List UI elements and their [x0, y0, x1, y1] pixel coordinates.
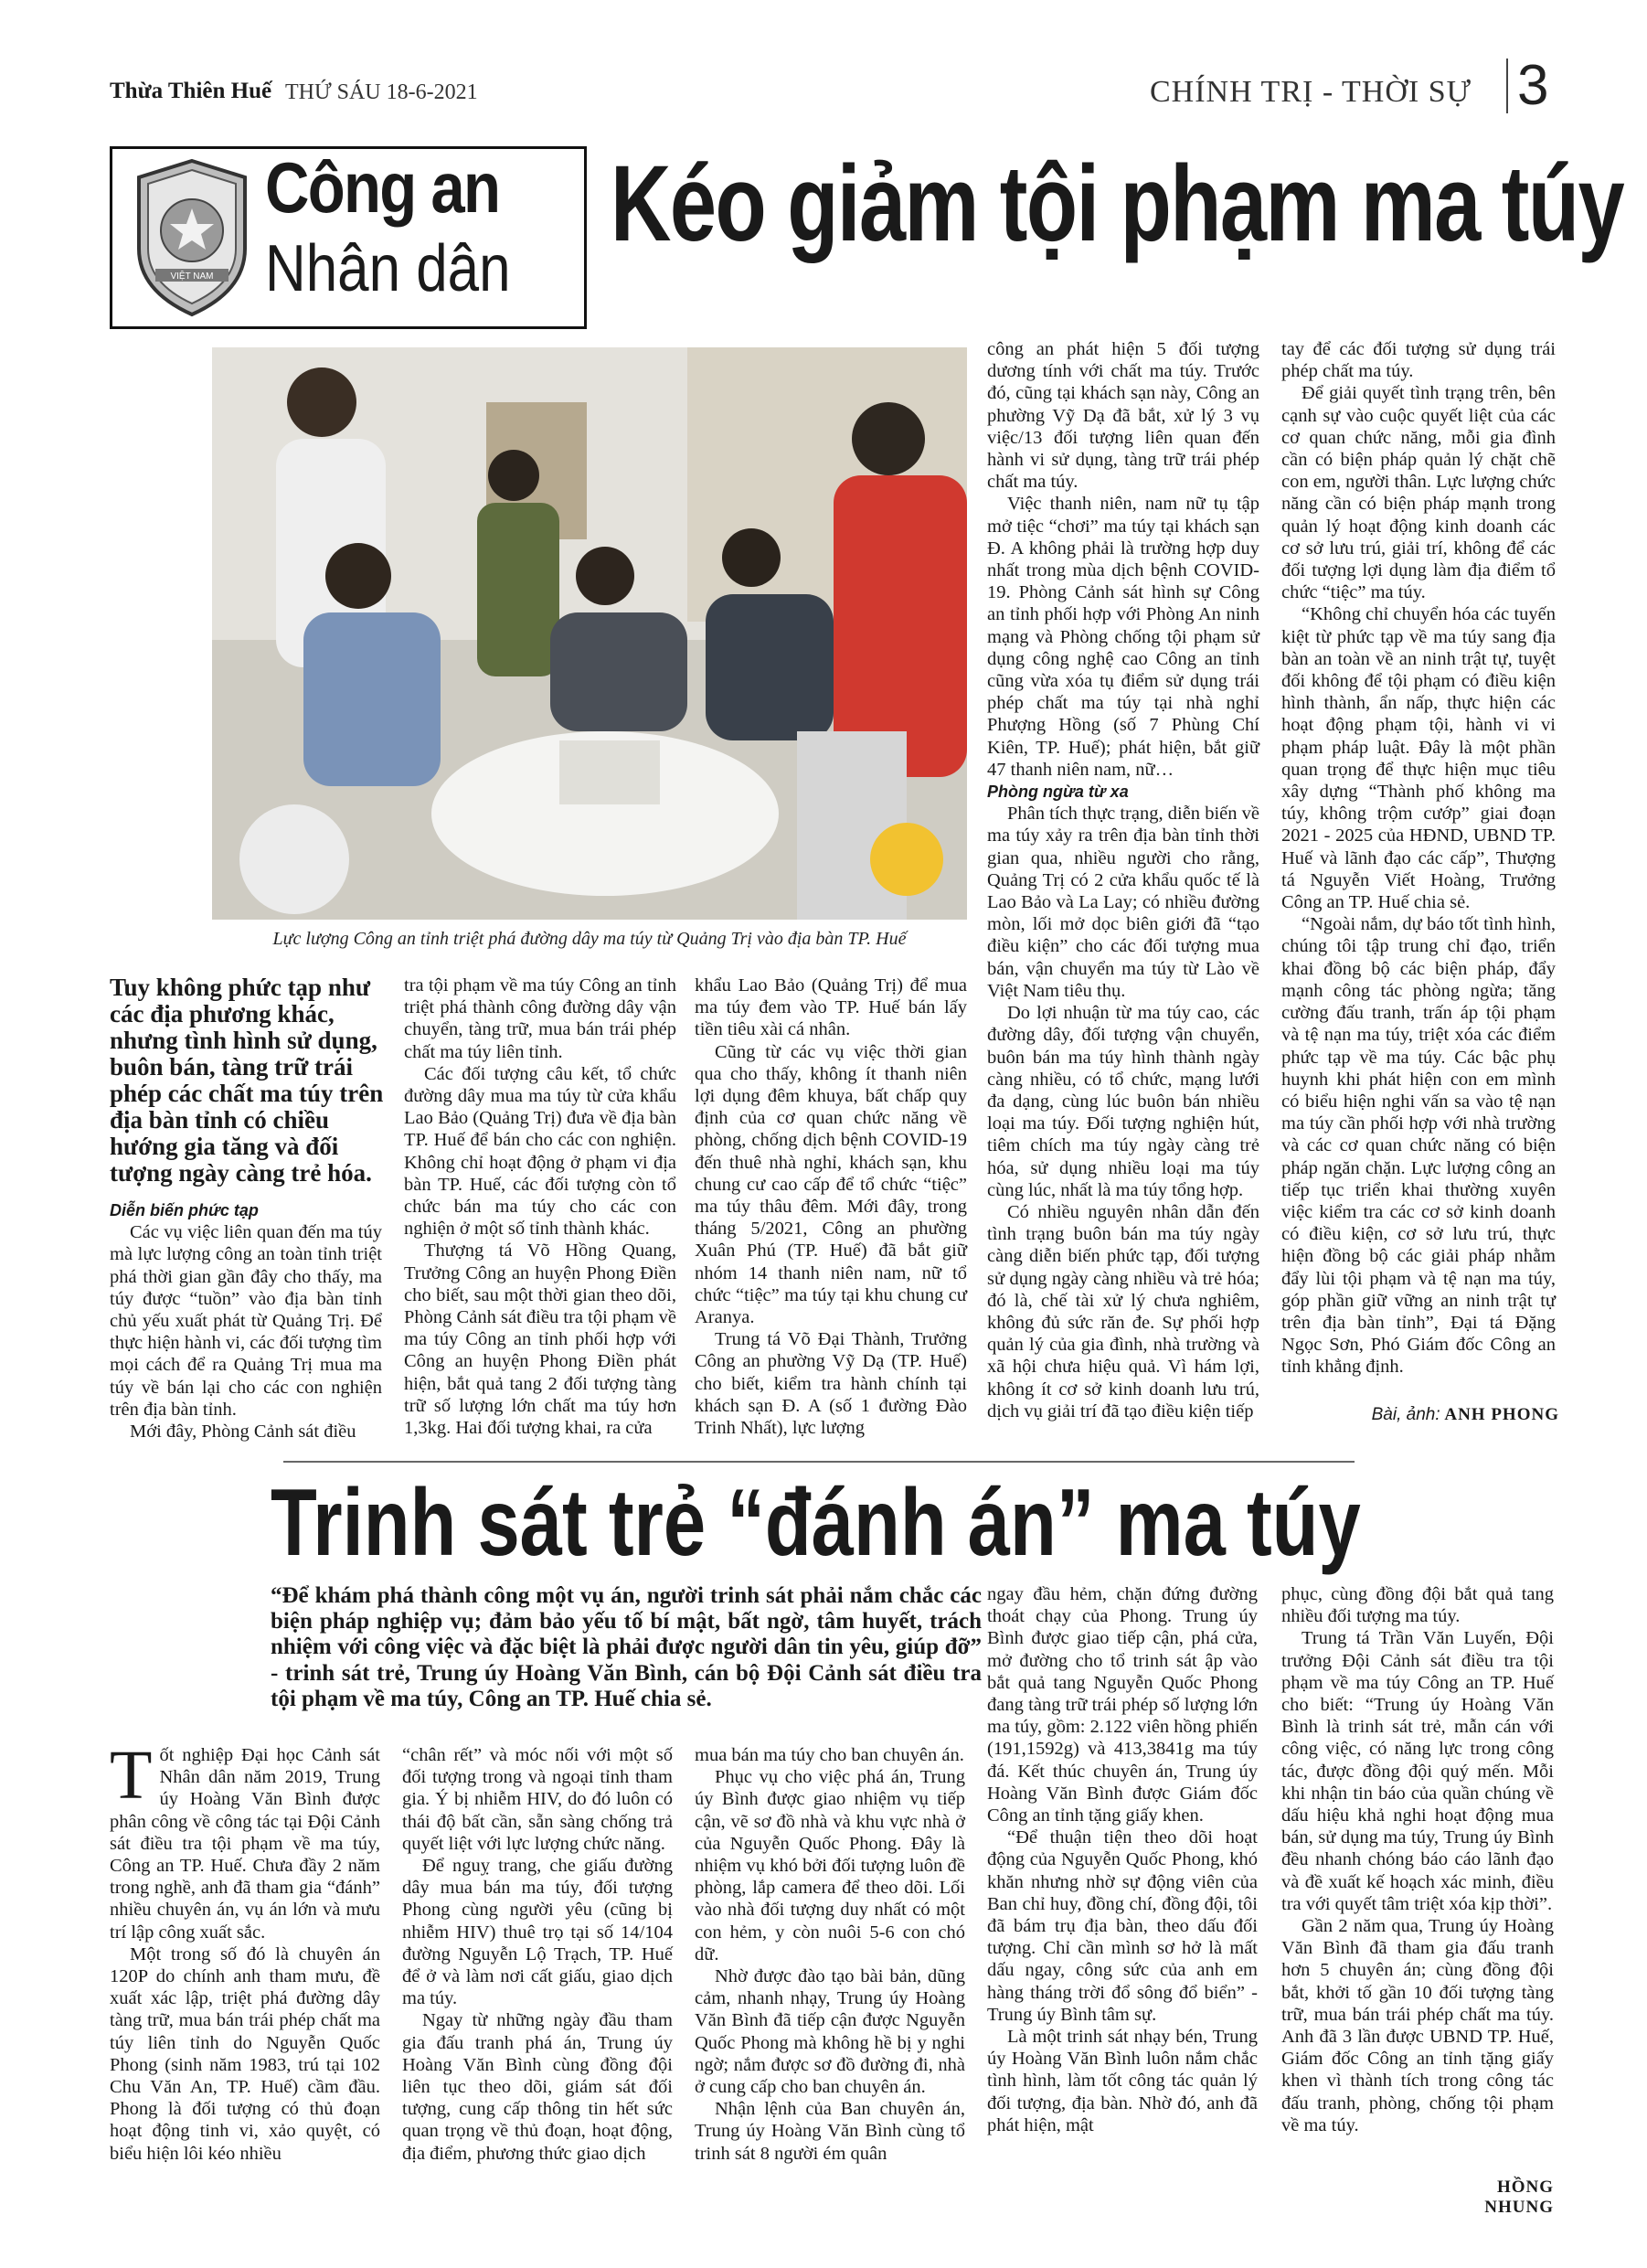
- police-emblem-icon: [128, 157, 256, 323]
- article-divider: [283, 1461, 1355, 1463]
- article2-column-1: [110, 1737, 380, 2165]
- article1-byline: [1298, 1405, 1559, 1425]
- paragraph: “Để thuận tiện theo dõi hoạt động của Nguyễn Quốc Phong, khó khăn nhưng nhờ sự động viên của Ban chỉ huy, đồng chí, đồng đội, tôi đã bám trụ địa bàn, theo dấu đối tượng. Chỉ cần mình sơ hở là mất dấu ngay, công sức của anh em hàng tháng trời đổ sông đổ biển” - Trung úy Bình tâm sự.: [987, 1827, 1258, 2025]
- paragraph: Là một trinh sát nhạy bén, Trung úy Hoàng Văn Bình luôn nắm chắc tình hình, làm tốt công tác quản lý đối tượng, địa bàn. Nhờ đó, anh đã phát hiện, mật: [987, 2027, 1258, 2135]
- paragraph: Do lợi nhuận từ ma túy cao, các đường dây, đối tượng vận chuyển, buôn bán ma túy hình thành ngày càng nhiều, có tổ chức, mạng lưới đa dạng, cùng lúc buôn bán nhiều loại ma túy. Đối tượng nghiện hút, tiêm chích ma túy ngày càng trẻ hóa, sử dụng nhiều loại ma túy cùng lúc, nhất là ma túy tổng hợp.: [987, 1003, 1259, 1200]
- paragraph: Để nguỵ trang, che giấu đường dây mua bán ma túy, đối tượng Phong cùng người yêu (cũng bị nhiễm HIV) thuê trọ tại số 14/104 đường Nguyễn Lộ Trạch, TP. Huế để ở và làm nơi cất giấu, giao dịch ma túy.: [402, 1856, 673, 2009]
- byline-name: ANH PHONG: [1444, 1405, 1559, 1424]
- dropcap: T: [110, 1737, 153, 1814]
- article2-column-4: [987, 1583, 1258, 2136]
- article1-column-4: [987, 338, 1259, 1422]
- paragraph: tra tội phạm về ma túy Công an tỉnh triệt phá thành công đường dây vận chuyển, tàng trữ, mua bán trái phép chất ma túy liên tỉnh.: [404, 975, 676, 1062]
- section-title: CHÍNH TRỊ - THỜI SỰ: [1150, 75, 1472, 109]
- article2-byline: HỒNG NHUNG: [1484, 2177, 1554, 2217]
- paragraph: Các đối tượng câu kết, tổ chức đường dây mua ma túy từ cửa khẩu Lao Bảo (Quảng Trị) đưa về địa bàn TP. Huế để bán cho các con nghiện. Không chỉ hoạt động ở phạm vi địa bàn TP. Huế, các đối tượng còn tổ chức bán ma túy cho các con nghiện ở một số tỉnh thành khác.: [404, 1063, 676, 1240]
- masthead-divider: [1506, 59, 1508, 113]
- paragraph: Các vụ việc liên quan đến ma túy mà lực lượng công an toàn tỉnh triệt phá thời gian gần đây cho thấy, ma túy được “tuồn” vào địa bàn tỉnh chủ yếu xuất phát từ Quảng Trị. Để thực hiện hành vi, các đối tượng tìm mọi cách để ra Quảng Trị mua ma túy về bán lại cho các con nghiện trên địa bàn tỉnh.: [110, 1222, 382, 1420]
- paragraph: phục, cùng đồng đội bắt quả tang nhiều đối tượng ma túy.: [1281, 1584, 1554, 1627]
- paragraph: khẩu Lao Bảo (Quảng Trị) để mua ma túy đem vào TP. Huế bán lấy tiền tiêu xài cá nhân.: [695, 975, 967, 1040]
- article2-column-2: [402, 1744, 673, 2165]
- paragraph: Cũng từ các vụ việc thời gian qua cho thấy, không ít thanh niên lợi dụng đêm khuya, bất chấp quy định của cơ quan chức năng về phòng, chống dịch bệnh COVID-19 đến thuê nhà nghỉ, khách sạn, khu chung cư cao cấp để tổ chức “tiệc” ma túy thâu đêm. Mới đây, trong tháng 5/2021, Công an phường Xuân Phú (TP. Huế) đã bắt giữ nhóm 14 thanh niên nam, nữ tổ chức “tiệc” ma túy tại khu chung cư Aranya.: [695, 1041, 967, 1328]
- paper-name: Thừa Thiên Huế: [110, 79, 272, 103]
- paragraph: “Không chỉ chuyển hóa các tuyến kiệt từ phức tạp về ma túy sang địa bàn an toàn về an ninh trật tự, tuyệt đối không để tội phạm có điều kiện hình thành, ẩn nấp, thực hiện các hoạt động phạm tội, hành vi vi phạm pháp luật. Đây là một phần quan trọng để thực hiện mục tiêu xây dựng “Thành phố không ma túy, không trộm cướp” giai đoạn 2021 - 2025 của HĐND, UBND TP. Huế và lãnh đạo các cấp”, Thượng tá Nguyễn Viết Hoàng, Trưởng Công an TP. Huế chia sẻ.: [1281, 604, 1556, 913]
- paragraph: tay để các đối tượng sử dụng trái phép chất ma túy.: [1281, 339, 1556, 382]
- paragraph: Mới đây, Phòng Cảnh sát điều: [130, 1421, 356, 1443]
- article1-lead: Tuy không phức tạp như các địa phương khác, nhưng tình hình sử dụng, buôn bán, tàng trữ trái phép các chất ma túy trên địa bàn tỉnh có chiều hướng gia tăng và đối tượng ngày càng trẻ hóa.: [110, 974, 384, 1187]
- paragraph: Trung tá Trần Văn Luyến, Đội trưởng Đội Cảnh sát điều tra tội phạm về ma túy Công an TP. Huế cho biết: “Trung úy Hoàng Văn Bình là trinh sát trẻ, mẫn cán với công việc, có năng lực trong công tác, được đồng đội quý mến. Mỗi khi nhận tin báo của quần chúng về dấu hiệu khả nghi hoạt động mua bán, sử dụng ma túy, Trung úy Bình đều nhanh chóng báo cáo lãnh đạo và đề xuất kế hoạch xác minh, điều tra với quyết tâm triệt xóa kịp thời”.: [1281, 1628, 1554, 1914]
- issue-date: THỨ SÁU 18-6-2021: [285, 80, 478, 104]
- paragraph: Phân tích thực trạng, diễn biến về ma túy xảy ra trên địa bàn tỉnh thời gian qua, nhiều người cho rằng, Quảng Trị có 2 cửa khẩu quốc tế là Lao Bảo và La Lay; có nhiều đường mòn, lối mở dọc biên giới đã “tạo điều kiện” cho các đối tượng mua bán, vận chuyển ma túy từ Lào về Việt Nam tiêu thụ.: [987, 804, 1259, 1001]
- paragraph: Để giải quyết tình trạng trên, bên cạnh sự vào cuộc quyết liệt của các cơ quan chức năng, mỗi gia đình cần có biện pháp quản lý chặt chẽ con em, người thân. Lực lượng chức năng cần có biện pháp mạnh trong quản lý hoạt động kinh doanh các cơ sở lưu trú, giải trí, không để các đối tượng lợi dụng làm địa điểm tổ chức “tiệc” ma túy.: [1281, 383, 1556, 603]
- paragraph: Thượng tá Võ Hồng Quang, Trưởng Công an huyện Phong Điền cho biết, sau một thời gian theo dõi, Phòng Cảnh sát điều tra tội phạm về ma túy Công an tỉnh phối hợp với Công an huyện Phong Điền phát hiện, bắt quả tang 2 đối tượng tàng trữ số lượng lớn chất ma túy hơn 1,3kg. Hai đối tượng khai, ra cửa: [404, 1240, 676, 1439]
- paragraph: Ngay từ những ngày đầu tham gia đấu tranh phá án, Trung úy Hoàng Văn Bình cùng đồng đội liên tục theo dõi, giám sát đối tượng, cung cấp thông tin hết sức quan trọng về thủ đoạn, hoạt động, địa điểm, phương thức giao dịch: [402, 2010, 673, 2164]
- paragraph: “Ngoài nắm, dự báo tốt tình hình, chúng tôi tập trung chỉ đạo, triển khai đồng bộ các biện pháp, đẩy mạnh công tác phòng ngừa; tăng cường đấu tranh, trấn áp tội phạm và tệ nạn ma túy, triệt xóa các điểm phức tạp về ma túy. Các bậc phụ huynh khi phát hiện con em mình có biểu hiện nghi vấn sa vào tệ nạn ma túy cần phối hợp với nhà trường và các cơ quan chức năng có biện pháp ngăn chặn. Lực lượng công an tiếp tục triển khai thường xuyên việc kiểm tra các cơ sở kinh doanh có điều kiện, cơ sở lưu trú, thực hiện đồng bộ các giải pháp nhằm đẩy lùi tội phạm và tệ nạn ma túy, góp phần giữ vững an ninh trật tự trên địa bàn tỉnh”, Đại tá Đặng Ngọc Sơn, Phó Giám đốc Công an tỉnh khẳng định.: [1281, 914, 1556, 1378]
- column-logo-line2: Nhân dân: [265, 232, 511, 305]
- paragraph-text: ốt nghiệp Đại học Cảnh sát Nhân dân năm 2019, Trung úy Hoàng Văn Bình được phân công về công tác tại Đội Cảnh sát điều tra tội phạm về ma túy, Công an TP. Huế. Chưa đầy 2 năm trong nghề, anh đã tham gia “đánh” nhiều chuyên án, vụ án lớn và mưu trí lập công xuất sắc.: [110, 1745, 380, 1943]
- page-number: 3: [1517, 54, 1549, 117]
- column-logo-line1: Công an: [265, 147, 500, 228]
- article1-photo: [212, 347, 967, 920]
- subheading: Diễn biến phức tạp: [110, 1201, 259, 1219]
- subheading: Phòng ngừa từ xa: [987, 783, 1129, 802]
- paragraph: ngay đầu hẻm, chặn đứng đường thoát chạy của Phong. Trung úy Bình được giao tiếp cận, phá cửa, mở đường cho tổ trinh sát ập vào bắt quả tang Nguyễn Quốc Phong đang tàng trữ trái phép số lượng lớn ma túy, gồm: 2.122 viên hồng phiến (191,1592g) và 413,3841g ma túy đá. Kết thúc chuyên án, Trung úy Hoàng Văn Bình được Giám đốc Công an tỉnh tặng giấy khen.: [987, 1584, 1258, 1826]
- paragraph: mua bán ma túy cho ban chuyên án.: [695, 1745, 964, 1765]
- paragraph: Việc thanh niên, nam nữ tụ tập mở tiệc “chơi” ma túy tại khách sạn Đ. A không phải là trường hợp duy nhất trong mùa dịch bệnh COVID-19. Phòng Cảnh sát hình sự Công an tỉnh phối hợp với Phòng An ninh mạng và Phòng chống tội phạm sử dụng công nghệ cao Công an tỉnh cũng vừa xóa tụ điểm sử dụng trái phép chất ma túy tại nhà nghỉ Phượng Hồng (số 7 Phùng Chí Kiên, TP. Huế); phát hiện, bắt giữ 47 thanh niên nam, nữ…: [987, 494, 1259, 780]
- paragraph: Gần 2 năm qua, Trung úy Hoàng Văn Bình đã tham gia đấu tranh hơn 5 chuyên án; cùng đồng đội bắt, khởi tố gần 10 đối tượng tàng trữ, mua bán trái phép chất ma túy. Anh đã 3 lần được UBND TP. Huế, Giám đốc Công an tỉnh tặng giấy khen vì thành tích trong công tác đấu tranh, phòng, chống tội phạm về ma túy.: [1281, 1916, 1554, 2135]
- article1-column-5: [1281, 338, 1556, 1379]
- paragraph: Phục vụ cho việc phá án, Trung úy Bình được giao nhiệm vụ tiếp cận, vẽ sơ đồ nhà và khu vực nhà ở của Nguyễn Quốc Phong. Đây là nhiệm vụ khó bởi đối tượng luôn đề phòng, lắp camera để theo dõi. Lối vào nhà đối tượng duy nhất có một con hẻm, y còn nuôi 5-6 con chó dữ.: [695, 1767, 965, 1965]
- paragraph: [110, 1737, 380, 1943]
- paragraph: Trung tá Võ Đại Thành, Trưởng Công an phường Vỹ Dạ (TP. Huế) cho biết, kiểm tra hành chính tại khách sạn Đ. A (số 1 đường Đào Trinh Nhất), lực lượng: [695, 1329, 967, 1439]
- article2-headline: Trinh sát trẻ “đánh án” ma túy: [271, 1470, 1361, 1576]
- paragraph: Một trong số đó là chuyên án 120P do chính anh tham mưu, đề xuất xác lập, triệt phá đường dây tàng trữ, mua bán trái phép chất ma túy liên tỉnh do Nguyễn Quốc Phong (sinh năm 1983, trú tại 102 Chu Văn An, TP. Huế) cầm đầu. Phong là đối tượng có thủ đoạn hoạt động tinh vi, xảo quyệt, có biểu hiện lôi kéo nhiều: [110, 1943, 380, 2164]
- article2-column-3: [695, 1744, 965, 2165]
- paragraph: “chân rết” và móc nối với một số đối tượng trong và ngoại tỉnh tham gia. Ý bị nhiễm HIV, do đó luôn có thái độ bất cần, sẵn sàng chống trả quyết liệt với lực lượng chức năng.: [402, 1745, 673, 1854]
- article1-column-1: [110, 1199, 382, 1443]
- article1-column-3: [695, 974, 967, 1439]
- article1-headline: Kéo giảm tội phạm ma túy: [611, 144, 1624, 264]
- byline-role: Bài, ảnh:: [1371, 1405, 1440, 1424]
- article2-column-5: [1281, 1583, 1554, 2136]
- article2-lead: “Để khám phá thành công một vụ án, người trinh sát phải nắm chắc các biện pháp nghiệp vụ; đảm bảo yếu tố bí mật, bất ngờ, tâm huyết, trách nhiệm với công việc và đặc biệt là phải được người dân tin yêu, giúp đỡ” - trinh sát trẻ, Trung úy Hoàng Văn Bình, cán bộ Đội Cảnh sát điều tra tội phạm về ma túy, Công an TP. Huế chia sẻ.: [271, 1583, 982, 1711]
- paragraph: công an phát hiện 5 đối tượng dương tính với chất ma túy. Trước đó, cũng tại khách sạn này, Công an phường Vỹ Dạ đã bắt, xử lý 3 vụ việc/13 đối tượng liên quan đến hành vi sử dụng, tàng trữ trái phép chất ma túy.: [987, 339, 1259, 493]
- photo-caption: Lực lượng Công an tỉnh triệt phá đường dây ma túy từ Quảng Trị vào địa bàn TP. Huế: [272, 929, 907, 949]
- paragraph: Có nhiều nguyên nhân dẫn đến tình trạng buôn bán ma túy ngày càng diễn biến phức tạp, đối tượng sử dụng ngày càng nhiều và trẻ hóa; đó là, chế tài xử lý chưa nghiêm, không đủ sức răn đe. Sự phối hợp quản lý của gia đình, nhà trường và xã hội chưa hiệu quả. Vì hám lợi, không ít cơ sở kinh doanh lưu trú, dịch vụ giải trí đã tạo điều kiện tiếp: [987, 1201, 1259, 1421]
- article1-column-2: [404, 974, 676, 1439]
- emblem-text: VIỆT NAM: [170, 272, 214, 282]
- paragraph: Nhận lệnh của Ban chuyên án, Trung úy Hoàng Văn Bình cùng tổ trinh sát 8 người ém quân: [695, 2099, 965, 2164]
- paragraph: Nhờ được đào tạo bài bản, dũng cảm, nhanh nhạy, Trung úy Hoàng Văn Bình đã tiếp cận được Nguyễn Quốc Phong mà không hề bị y nghi ngờ; nắm được sơ đồ đường đi, nhà ở cung cấp cho ban chuyên án.: [695, 1966, 965, 2098]
